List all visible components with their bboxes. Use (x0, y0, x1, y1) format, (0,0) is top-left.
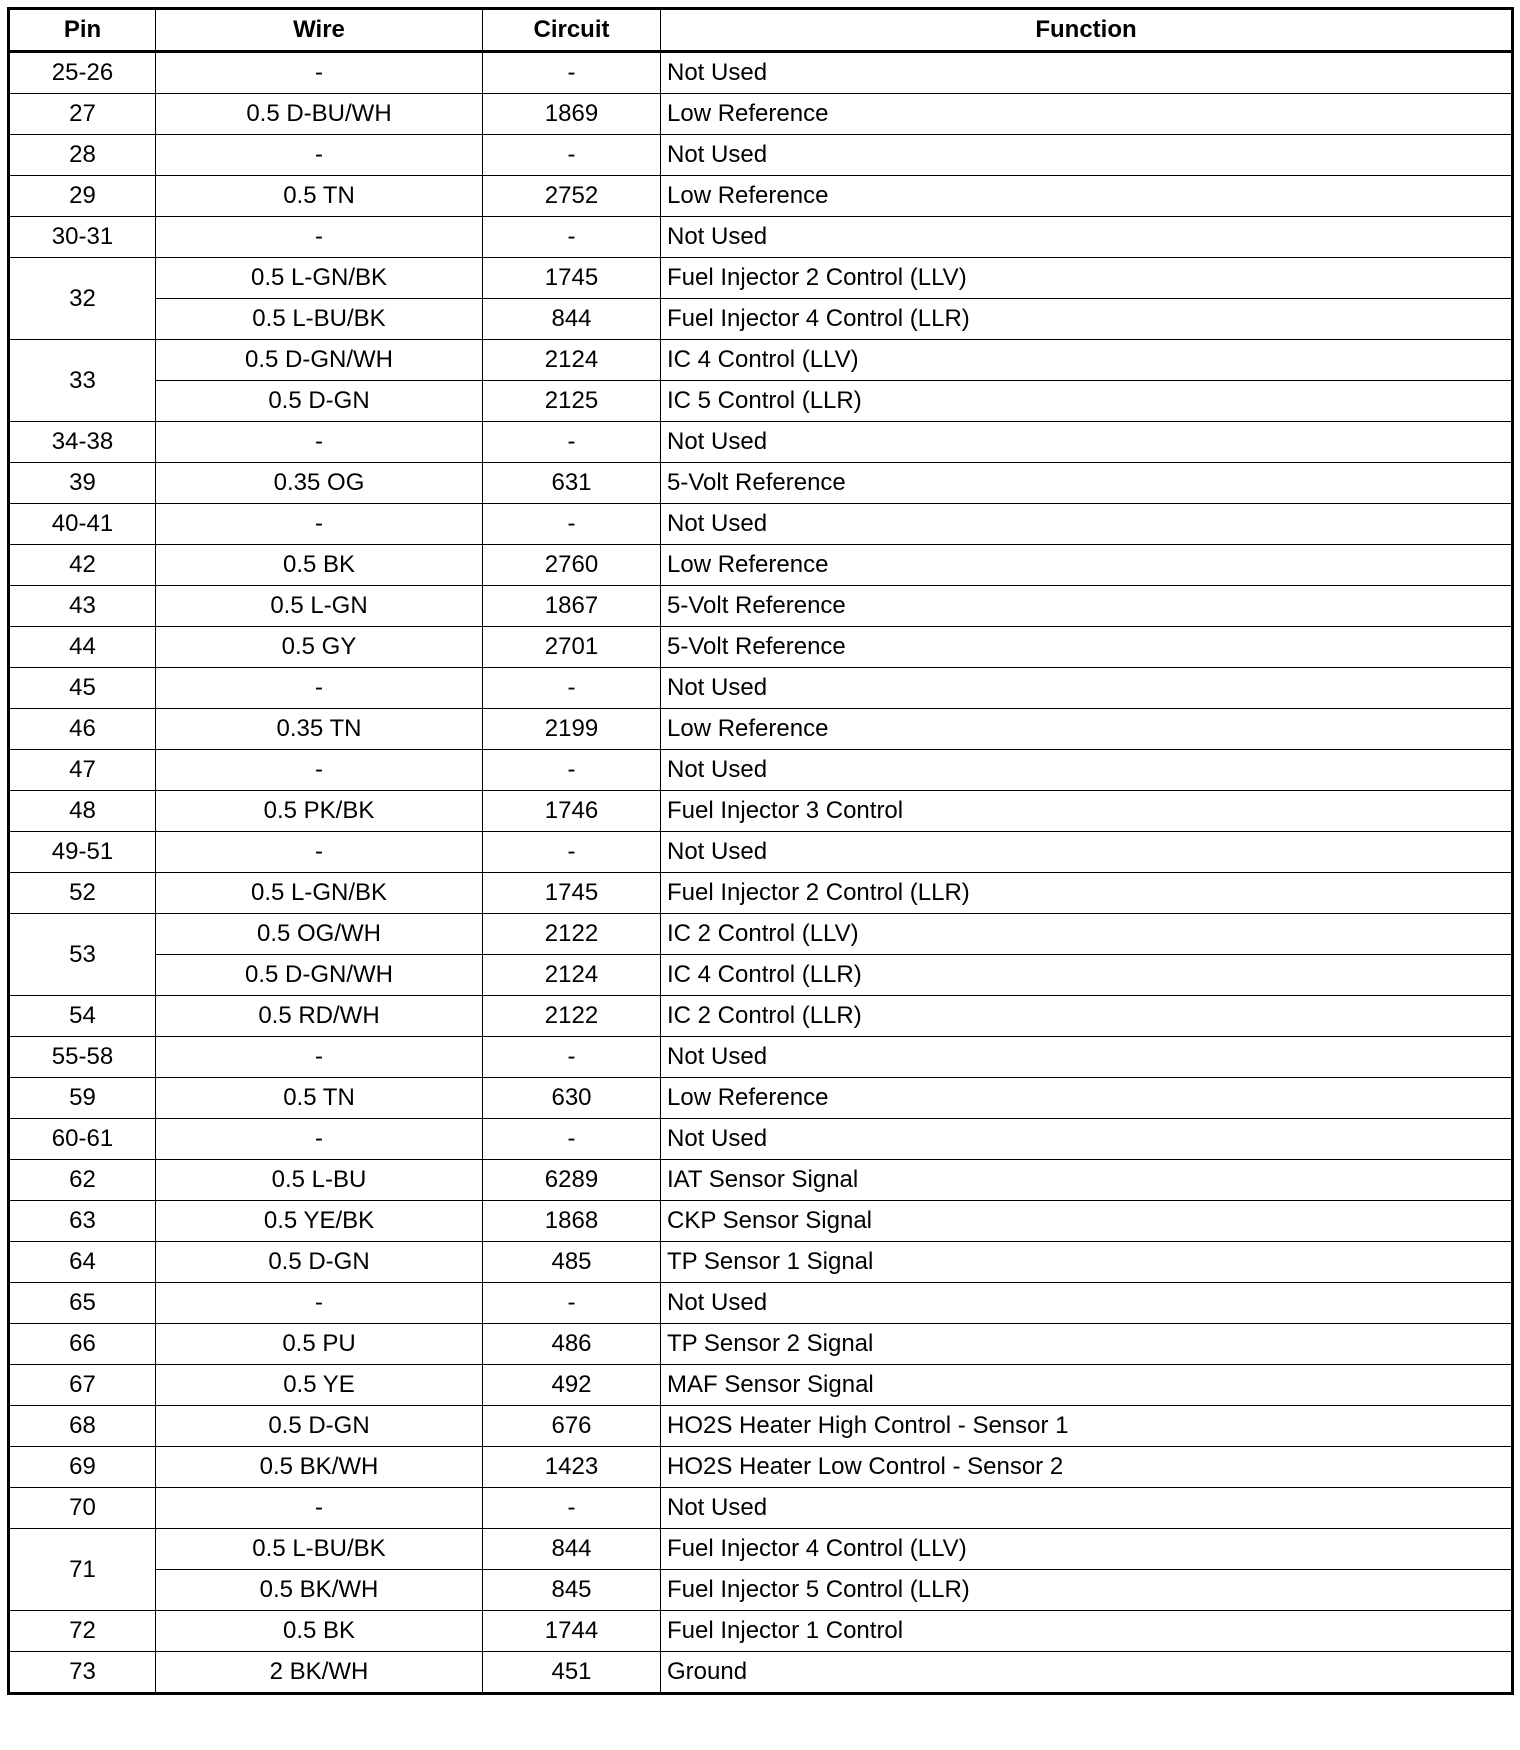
function-cell: Not Used (661, 1119, 1513, 1160)
function-cell: Low Reference (661, 176, 1513, 217)
function-cell: Not Used (661, 422, 1513, 463)
table-row (9, 1447, 1513, 1488)
circuit-cell: - (483, 135, 661, 176)
function-cell: Not Used (661, 1488, 1513, 1529)
function-cell: IAT Sensor Signal (661, 1160, 1513, 1201)
table-row (9, 1570, 1513, 1611)
table-row (9, 914, 1513, 955)
table-row (9, 176, 1513, 217)
table-row (9, 1160, 1513, 1201)
pinout-table (7, 7, 1514, 1695)
table-row (9, 258, 1513, 299)
function-cell: IC 2 Control (LLR) (661, 996, 1513, 1037)
wire-cell: - (156, 217, 483, 258)
wire-cell: 2 BK/WH (156, 1652, 483, 1694)
function-cell: Fuel Injector 2 Control (LLR) (661, 873, 1513, 914)
circuit-cell: 2760 (483, 545, 661, 586)
circuit-cell: - (483, 1488, 661, 1529)
circuit-cell: - (483, 832, 661, 873)
wire-cell: 0.5 BK (156, 1611, 483, 1652)
wire-cell: 0.5 L-BU (156, 1160, 483, 1201)
pin-cell: 52 (9, 873, 156, 914)
function-cell: MAF Sensor Signal (661, 1365, 1513, 1406)
function-cell: IC 5 Control (LLR) (661, 381, 1513, 422)
pin-cell: 48 (9, 791, 156, 832)
table-row (9, 463, 1513, 504)
circuit-cell: 2124 (483, 340, 661, 381)
pin-cell: 49-51 (9, 832, 156, 873)
table-row (9, 668, 1513, 709)
wire-cell: 0.5 OG/WH (156, 914, 483, 955)
circuit-cell: 1867 (483, 586, 661, 627)
circuit-cell: 2122 (483, 996, 661, 1037)
table-row (9, 135, 1513, 176)
wire-cell: 0.5 D-BU/WH (156, 94, 483, 135)
function-cell: TP Sensor 1 Signal (661, 1242, 1513, 1283)
function-cell: Not Used (661, 750, 1513, 791)
pin-cell: 68 (9, 1406, 156, 1447)
table-row (9, 422, 1513, 463)
function-cell: 5-Volt Reference (661, 463, 1513, 504)
wire-cell: 0.5 D-GN (156, 381, 483, 422)
table-row (9, 545, 1513, 586)
pin-cell: 70 (9, 1488, 156, 1529)
wire-cell: 0.35 TN (156, 709, 483, 750)
wire-cell: 0.5 TN (156, 176, 483, 217)
function-cell: HO2S Heater High Control - Sensor 1 (661, 1406, 1513, 1447)
pin-cell: 29 (9, 176, 156, 217)
circuit-cell: 844 (483, 299, 661, 340)
pin-cell: 46 (9, 709, 156, 750)
circuit-cell: - (483, 750, 661, 791)
table-row (9, 627, 1513, 668)
wire-cell: - (156, 1488, 483, 1529)
pin-cell: 28 (9, 135, 156, 176)
wire-cell: - (156, 135, 483, 176)
circuit-cell: - (483, 422, 661, 463)
function-cell: Fuel Injector 4 Control (LLV) (661, 1529, 1513, 1570)
function-cell: 5-Volt Reference (661, 627, 1513, 668)
circuit-cell: 451 (483, 1652, 661, 1694)
table-row (9, 791, 1513, 832)
table-row (9, 955, 1513, 996)
wire-cell: 0.5 L-BU/BK (156, 1529, 483, 1570)
circuit-cell: 2122 (483, 914, 661, 955)
table-row (9, 1652, 1513, 1694)
pin-cell: 71 (9, 1529, 156, 1611)
function-cell: Fuel Injector 4 Control (LLR) (661, 299, 1513, 340)
wire-cell: 0.5 D-GN/WH (156, 955, 483, 996)
function-cell: Low Reference (661, 94, 1513, 135)
circuit-cell: 486 (483, 1324, 661, 1365)
wire-cell: - (156, 1283, 483, 1324)
function-cell: CKP Sensor Signal (661, 1201, 1513, 1242)
pin-cell: 39 (9, 463, 156, 504)
function-cell: Not Used (661, 668, 1513, 709)
circuit-cell: 2125 (483, 381, 661, 422)
wire-cell: 0.5 D-GN (156, 1242, 483, 1283)
table-row (9, 709, 1513, 750)
pin-cell: 64 (9, 1242, 156, 1283)
pin-cell: 67 (9, 1365, 156, 1406)
pin-cell: 59 (9, 1078, 156, 1119)
table-row (9, 340, 1513, 381)
table-row (9, 1611, 1513, 1652)
pin-cell: 72 (9, 1611, 156, 1652)
function-cell: Ground (661, 1652, 1513, 1694)
circuit-cell: 630 (483, 1078, 661, 1119)
table-row (9, 1119, 1513, 1160)
circuit-column-header: Circuit (483, 9, 661, 52)
circuit-cell: 2199 (483, 709, 661, 750)
circuit-cell: 845 (483, 1570, 661, 1611)
table-row (9, 504, 1513, 545)
circuit-cell: 2752 (483, 176, 661, 217)
circuit-cell: 1423 (483, 1447, 661, 1488)
function-column-header: Function (661, 9, 1513, 52)
pin-cell: 53 (9, 914, 156, 996)
circuit-cell: - (483, 668, 661, 709)
table-row (9, 1242, 1513, 1283)
circuit-cell: - (483, 217, 661, 258)
function-cell: IC 4 Control (LLR) (661, 955, 1513, 996)
circuit-cell: 6289 (483, 1160, 661, 1201)
wire-cell: 0.5 BK/WH (156, 1570, 483, 1611)
table-row (9, 1406, 1513, 1447)
pin-cell: 34-38 (9, 422, 156, 463)
function-cell: Fuel Injector 5 Control (LLR) (661, 1570, 1513, 1611)
pin-cell: 73 (9, 1652, 156, 1694)
pin-cell: 27 (9, 94, 156, 135)
function-cell: Not Used (661, 832, 1513, 873)
wire-cell: 0.5 YE (156, 1365, 483, 1406)
wire-cell: 0.5 PK/BK (156, 791, 483, 832)
wire-cell: 0.5 L-BU/BK (156, 299, 483, 340)
pin-cell: 25-26 (9, 52, 156, 94)
wire-column-header: Wire (156, 9, 483, 52)
table-row (9, 1529, 1513, 1570)
circuit-cell: 2701 (483, 627, 661, 668)
pin-cell: 45 (9, 668, 156, 709)
table-row (9, 996, 1513, 1037)
function-cell: IC 4 Control (LLV) (661, 340, 1513, 381)
circuit-cell: 2124 (483, 955, 661, 996)
wire-cell: 0.5 TN (156, 1078, 483, 1119)
wire-cell: 0.5 GY (156, 627, 483, 668)
pin-column-header: Pin (9, 9, 156, 52)
wire-cell: - (156, 52, 483, 94)
table-row (9, 586, 1513, 627)
function-cell: Low Reference (661, 709, 1513, 750)
pin-cell: 42 (9, 545, 156, 586)
table-row (9, 832, 1513, 873)
circuit-cell: - (483, 504, 661, 545)
pin-cell: 33 (9, 340, 156, 422)
table-row (9, 52, 1513, 94)
circuit-cell: 1745 (483, 873, 661, 914)
table-row (9, 750, 1513, 791)
table-row (9, 381, 1513, 422)
function-cell: Not Used (661, 217, 1513, 258)
pin-cell: 40-41 (9, 504, 156, 545)
pin-cell: 44 (9, 627, 156, 668)
table-row (9, 94, 1513, 135)
table-row (9, 1078, 1513, 1119)
wire-cell: - (156, 504, 483, 545)
wire-cell: 0.5 L-GN/BK (156, 873, 483, 914)
table-row (9, 873, 1513, 914)
wire-cell: 0.5 L-GN (156, 586, 483, 627)
pin-cell: 62 (9, 1160, 156, 1201)
wire-cell: - (156, 668, 483, 709)
circuit-cell: 485 (483, 1242, 661, 1283)
function-cell: Not Used (661, 1283, 1513, 1324)
table-row (9, 1037, 1513, 1078)
circuit-cell: 1745 (483, 258, 661, 299)
pin-cell: 43 (9, 586, 156, 627)
function-cell: IC 2 Control (LLV) (661, 914, 1513, 955)
wire-cell: 0.5 PU (156, 1324, 483, 1365)
pin-cell: 60-61 (9, 1119, 156, 1160)
circuit-cell: - (483, 52, 661, 94)
pin-cell: 32 (9, 258, 156, 340)
table-row (9, 299, 1513, 340)
pin-cell: 47 (9, 750, 156, 791)
wire-cell: - (156, 1037, 483, 1078)
pin-cell: 55-58 (9, 1037, 156, 1078)
function-cell: HO2S Heater Low Control - Sensor 2 (661, 1447, 1513, 1488)
circuit-cell: 676 (483, 1406, 661, 1447)
table-row (9, 1201, 1513, 1242)
wire-cell: 0.5 BK/WH (156, 1447, 483, 1488)
function-cell: Low Reference (661, 1078, 1513, 1119)
wire-cell: - (156, 1119, 483, 1160)
circuit-cell: 1744 (483, 1611, 661, 1652)
pin-cell: 30-31 (9, 217, 156, 258)
table-row (9, 1324, 1513, 1365)
wire-cell: 0.5 D-GN (156, 1406, 483, 1447)
function-cell: 5-Volt Reference (661, 586, 1513, 627)
circuit-cell: - (483, 1119, 661, 1160)
function-cell: TP Sensor 2 Signal (661, 1324, 1513, 1365)
header-row (9, 9, 1513, 52)
function-cell: Fuel Injector 3 Control (661, 791, 1513, 832)
wire-cell: 0.5 YE/BK (156, 1201, 483, 1242)
pin-cell: 54 (9, 996, 156, 1037)
circuit-cell: 1869 (483, 94, 661, 135)
wire-cell: 0.5 L-GN/BK (156, 258, 483, 299)
function-cell: Not Used (661, 52, 1513, 94)
pin-cell: 69 (9, 1447, 156, 1488)
table-row (9, 1488, 1513, 1529)
wire-cell: - (156, 832, 483, 873)
circuit-cell: 492 (483, 1365, 661, 1406)
wire-cell: 0.5 D-GN/WH (156, 340, 483, 381)
circuit-cell: - (483, 1037, 661, 1078)
function-cell: Low Reference (661, 545, 1513, 586)
table-body (9, 52, 1513, 1694)
pin-cell: 65 (9, 1283, 156, 1324)
wire-cell: - (156, 422, 483, 463)
pin-cell: 66 (9, 1324, 156, 1365)
wire-cell: 0.35 OG (156, 463, 483, 504)
wire-cell: - (156, 750, 483, 791)
function-cell: Not Used (661, 1037, 1513, 1078)
table-row (9, 217, 1513, 258)
pin-cell: 63 (9, 1201, 156, 1242)
circuit-cell: 844 (483, 1529, 661, 1570)
table-row (9, 1283, 1513, 1324)
circuit-cell: 1746 (483, 791, 661, 832)
function-cell: Fuel Injector 2 Control (LLV) (661, 258, 1513, 299)
circuit-cell: 631 (483, 463, 661, 504)
function-cell: Fuel Injector 1 Control (661, 1611, 1513, 1652)
wire-cell: 0.5 BK (156, 545, 483, 586)
function-cell: Not Used (661, 504, 1513, 545)
wire-cell: 0.5 RD/WH (156, 996, 483, 1037)
circuit-cell: 1868 (483, 1201, 661, 1242)
table-row (9, 1365, 1513, 1406)
circuit-cell: - (483, 1283, 661, 1324)
function-cell: Not Used (661, 135, 1513, 176)
